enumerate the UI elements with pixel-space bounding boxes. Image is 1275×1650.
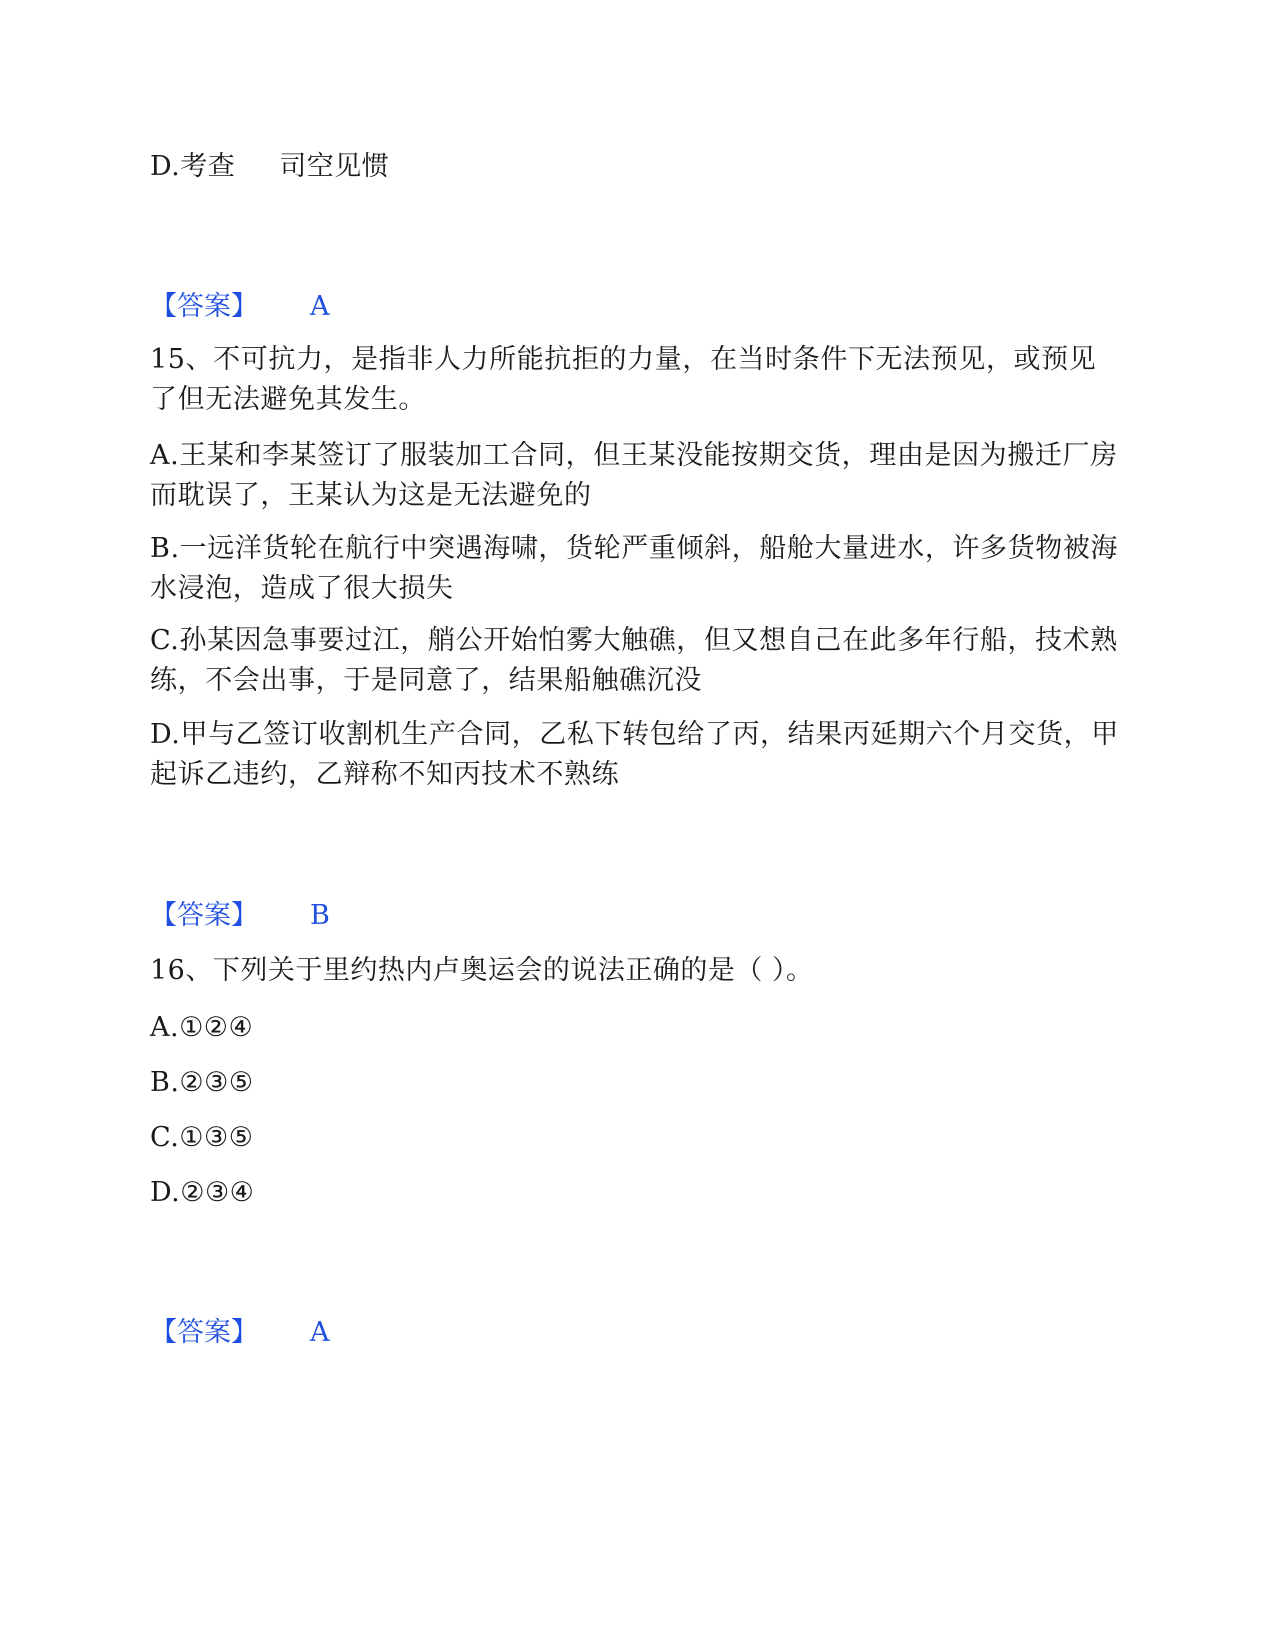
q16-option-d: D.②③④ <box>150 1177 255 1208</box>
answer-value: B <box>310 900 330 931</box>
q16-stem: 16、下列关于里约热内卢奥运会的说法正确的是（ ）。 <box>150 955 814 986</box>
q15-option-b: B.一远洋货轮在航行中突遇海啸，货轮严重倾斜，船舱大量进水，许多货物被海水浸泡，造成了很大损失 <box>150 533 1119 604</box>
q14-option-d-text: 司空见惯 <box>279 151 390 182</box>
answer-tag: 【答案】 <box>150 900 258 931</box>
answer-value: A <box>310 291 330 322</box>
q15-option-c: C.孙某因急事要过江，艄公开始怕雾大触礁，但又想自己在此多年行船，技术熟练，不会出事，于是同意了，结果船触礁沉没 <box>150 625 1118 696</box>
answer-16 <box>150 1314 330 1352</box>
answer-15 <box>150 897 330 935</box>
q15-option-d: D.甲与乙签订收割机生产合同，乙私下转包给了丙，结果丙延期六个月交货，甲起诉乙违约，乙辩称不知丙技术不熟练 <box>150 719 1119 790</box>
q16-option-c: C.①③⑤ <box>150 1122 254 1153</box>
q16-option-b: B.②③⑤ <box>150 1067 254 1098</box>
q15-stem: 15、不可抗力，是指非人力所能抗拒的力量，在当时条件下无法预见，或预见了但无法避免其发生。 <box>150 344 1097 415</box>
q15-option-a: A.王某和李某签订了服装加工合同，但王某没能按期交货，理由是因为搬迁厂房而耽误了，王某认为这是无法避免的 <box>150 440 1118 511</box>
answer-value: A <box>310 1317 330 1348</box>
q14-option-d <box>150 148 389 186</box>
q16-option-a: A.①②④ <box>150 1012 254 1043</box>
answer-14 <box>150 288 330 326</box>
answer-tag: 【答案】 <box>150 291 258 322</box>
q14-option-d-label: D.考查 <box>150 151 236 182</box>
answer-tag: 【答案】 <box>150 1317 258 1348</box>
